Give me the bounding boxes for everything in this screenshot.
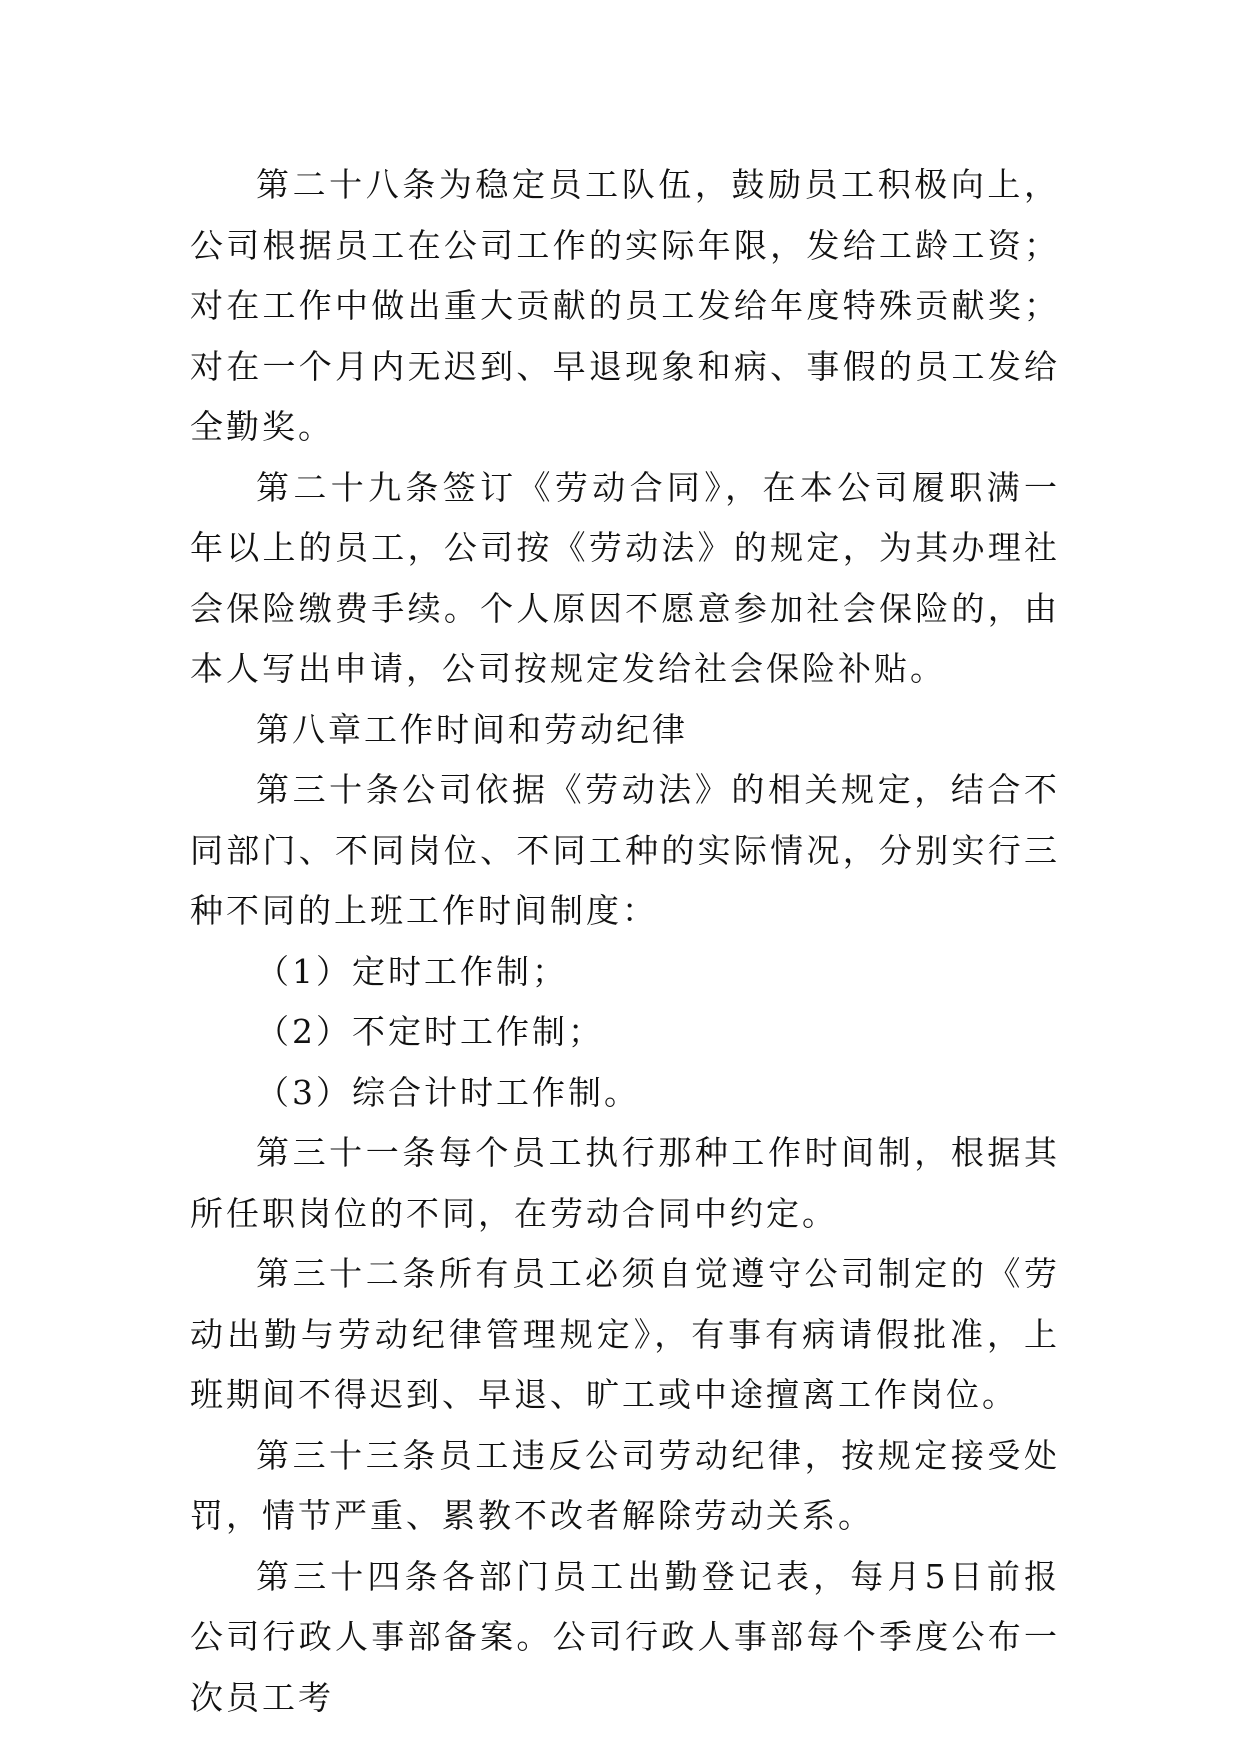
chapter-8-heading: 第八章工作时间和劳动纪律 bbox=[256, 709, 688, 749]
article-34-paragraph: 第三十四条各部门员工出勤登记表，每月5日前报公司行政人事部备案。公司行政人事部每个季度公布一次员工考 bbox=[190, 1556, 1060, 1717]
work-system-item-1: （1）定时工作制； bbox=[256, 951, 568, 991]
article-31-paragraph: 第三十一条每个员工执行那种工作时间制，根据其所任职岗位的不同，在劳动合同中约定。 bbox=[190, 1133, 1060, 1233]
document-body bbox=[190, 155, 1060, 1728]
article-28-paragraph: 第二十八条为稳定员工队伍，鼓励员工积极向上，公司根据员工在公司工作的实际年限，发给工龄工资；对在工作中做出重大贡献的员工发给年度特殊贡献奖；对在一个月内无迟到、早退现象和病、事假的员工发给全勤奖。 bbox=[190, 165, 1060, 446]
article-33-paragraph: 第三十三条员工违反公司劳动纪律，按规定接受处罚，情节严重、累教不改者解除劳动关系。 bbox=[190, 1435, 1060, 1535]
article-32-paragraph: 第三十二条所有员工必须自觉遵守公司制定的《劳动出勤与劳动纪律管理规定》，有事有病请假批准，上班期间不得迟到、早退、旷工或中途擅离工作岗位。 bbox=[190, 1254, 1060, 1414]
work-system-item-2: （2）不定时工作制； bbox=[256, 1012, 604, 1051]
article-30-paragraph: 第三十条公司依据《劳动法》的相关规定，结合不同部门、不同岗位、不同工种的实际情况，分别实行三种不同的上班工作时间制度： bbox=[190, 770, 1060, 930]
work-system-item-3: （3）综合计时工作制。 bbox=[256, 1072, 640, 1112]
article-29-paragraph: 第二十九条签订《劳动合同》，在本公司履职满一年以上的员工，公司按《劳动法》的规定，为其办理社会保险缴费手续。个人原因不愿意参加社会保险的，由本人写出申请，公司按规定发给社会保险补贴。 bbox=[190, 467, 1060, 688]
